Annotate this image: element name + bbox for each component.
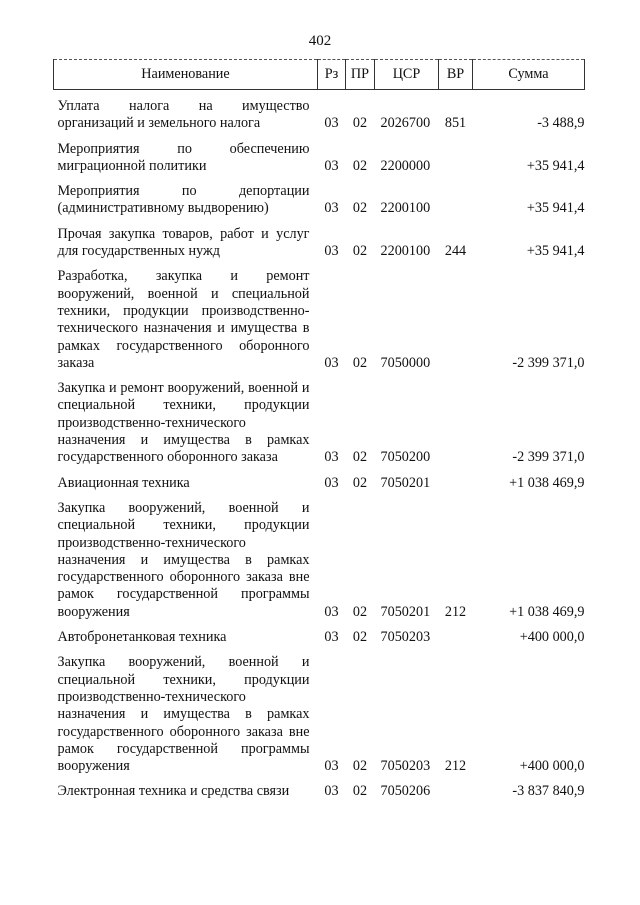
cell-vr: 212 <box>444 603 467 620</box>
cell-pr: 02 <box>352 200 368 217</box>
cell-name: Авиационная техника <box>57 474 190 491</box>
cell-pr: 02 <box>352 449 368 466</box>
cell-rz: 03 <box>324 449 339 466</box>
cell-sum: +1 038 469,9 <box>509 603 585 620</box>
cell-csr: 7050200 <box>380 449 431 466</box>
cell-pr: 02 <box>352 783 368 800</box>
cell-csr: 7050206 <box>380 783 431 800</box>
header-rz: Рз <box>318 60 346 90</box>
cell-vr <box>439 137 473 180</box>
cell-name: Автобронетанковая техника <box>57 629 227 646</box>
cell-csr: 7050203 <box>380 758 431 775</box>
cell-pr: 02 <box>352 115 368 132</box>
cell-rz: 03 <box>324 115 339 132</box>
cell-name: Мероприятия по обеспечению миграционной политики <box>57 140 310 174</box>
header-csr: ЦСР <box>375 60 439 90</box>
table-row <box>54 625 585 650</box>
cell-sum: +35 941,4 <box>526 200 585 217</box>
table-row <box>54 137 585 180</box>
cell-rz: 03 <box>324 157 339 174</box>
cell-vr: 851 <box>444 115 467 132</box>
cell-vr <box>439 779 473 804</box>
cell-name: Закупка вооружений, военной и специальной техники, продукции производственно-технического назначения и имущества в рамках государственного оборонного заказа вне рамок государственной программы вооружения <box>57 499 310 620</box>
table-row <box>54 376 585 470</box>
cell-vr <box>439 376 473 470</box>
cell-sum: +400 000,0 <box>519 758 585 775</box>
cell-vr <box>439 264 473 376</box>
table-row <box>54 179 585 222</box>
header-name: Наименование <box>54 60 318 90</box>
cell-name: Уплата налога на имущество организаций и земельного налога <box>57 98 310 132</box>
cell-name: Разработка, закупка и ремонт вооружений, военной и специальной техники, продукции производственно-технического назначения и имущества в рамках государственного оборонного заказа <box>57 268 310 371</box>
cell-sum: +400 000,0 <box>519 629 585 646</box>
cell-rz: 03 <box>324 200 339 217</box>
cell-pr: 02 <box>352 157 368 174</box>
cell-rz: 03 <box>324 758 339 775</box>
table-row <box>54 222 585 265</box>
table-row <box>54 496 585 625</box>
cell-pr: 02 <box>352 758 368 775</box>
cell-csr: 7050000 <box>380 354 431 371</box>
cell-vr: 244 <box>444 243 467 260</box>
cell-sum: +1 038 469,9 <box>509 474 585 491</box>
cell-rz: 03 <box>324 243 339 260</box>
cell-csr: 2200100 <box>380 200 431 217</box>
cell-sum: +35 941,4 <box>526 243 585 260</box>
cell-pr: 02 <box>352 243 368 260</box>
table-row <box>54 650 585 779</box>
cell-sum: -3 488,9 <box>537 115 585 132</box>
cell-sum: -3 837 840,9 <box>512 783 585 800</box>
page-number: 402 <box>308 33 332 49</box>
cell-name: Мероприятия по депортации (административному выдворению) <box>57 183 310 217</box>
table-header-row <box>54 60 585 90</box>
header-sum: Сумма <box>473 60 585 90</box>
cell-csr: 7050201 <box>380 474 431 491</box>
cell-rz: 03 <box>324 783 339 800</box>
cell-sum: +35 941,4 <box>526 157 585 174</box>
cell-vr <box>439 179 473 222</box>
cell-name: Закупка вооружений, военной и специальной техники, продукции производственно-технического назначения и имущества в рамках государственного оборонного заказа вне рамок государственной программы вооружения <box>57 654 310 775</box>
cell-csr: 2026700 <box>380 115 431 132</box>
cell-vr: 212 <box>444 758 467 775</box>
table-row <box>54 90 585 137</box>
cell-pr: 02 <box>352 354 368 371</box>
cell-pr: 02 <box>352 629 368 646</box>
cell-name: Прочая закупка товаров, работ и услуг для государственных нужд <box>57 225 310 260</box>
cell-vr <box>439 625 473 650</box>
table-row <box>54 779 585 804</box>
header-pr: ПР <box>346 60 375 90</box>
cell-rz: 03 <box>324 354 339 371</box>
budget-table <box>53 59 585 805</box>
cell-name: Закупка и ремонт вооружений, военной и специальной техники, продукции производственно-технического назначения и имущества в рамках государственного оборонного заказа <box>57 380 310 466</box>
cell-sum: -2 399 371,0 <box>512 354 585 371</box>
cell-name: Электронная техника и средства связи <box>57 783 290 800</box>
cell-rz: 03 <box>324 629 339 646</box>
cell-pr: 02 <box>352 474 368 491</box>
cell-csr: 7050201 <box>380 603 431 620</box>
table-row <box>54 264 585 376</box>
header-vr: ВР <box>439 60 473 90</box>
cell-rz: 03 <box>324 474 339 491</box>
cell-vr <box>439 471 473 496</box>
cell-sum: -2 399 371,0 <box>512 449 585 466</box>
cell-pr: 02 <box>352 603 368 620</box>
cell-csr: 2200100 <box>380 243 431 260</box>
table-row <box>54 471 585 496</box>
cell-csr: 2200000 <box>380 157 431 174</box>
cell-csr: 7050203 <box>380 629 431 646</box>
cell-rz: 03 <box>324 603 339 620</box>
